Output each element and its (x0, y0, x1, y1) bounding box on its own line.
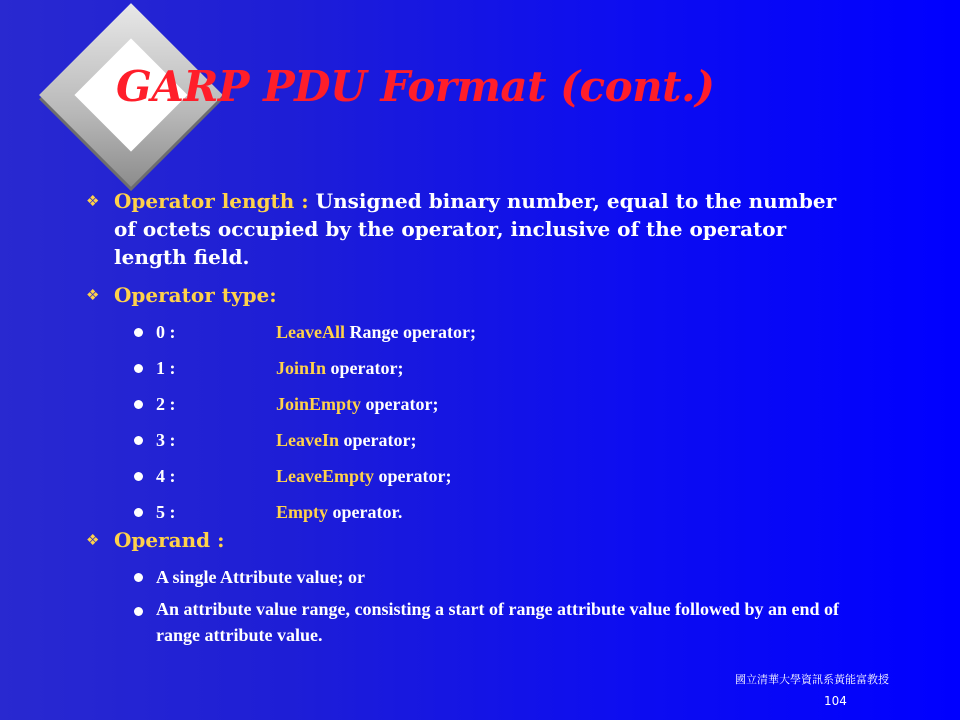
operator-code: 4 : (156, 466, 176, 486)
bullet-operator-length (114, 187, 854, 271)
dot-bullet-icon (134, 607, 143, 616)
operator-desc: operator; (339, 430, 417, 450)
operator-name: LeaveIn (276, 430, 339, 450)
operator-desc: operator; (361, 394, 439, 414)
dot-bullet-icon (134, 436, 143, 445)
dot-bullet-icon (134, 508, 143, 517)
operator-type-item (156, 499, 856, 525)
operator-type-item (156, 355, 856, 381)
operator-desc: operator; (374, 466, 452, 486)
operator-code: 1 : (156, 358, 176, 378)
bullet-text: Unsigned binary number, equal to the number of octets occupied by the operator, inclusive of the operator length field. (114, 189, 837, 269)
slide-title: GARP PDU Format (cont.) (116, 62, 715, 111)
operand-item (156, 564, 856, 590)
footer-organization: 國立清華大學資訊系黃能富教授 (735, 673, 889, 686)
operator-type-item (156, 319, 856, 345)
operator-type-item (156, 427, 856, 453)
operator-code: 3 : (156, 430, 176, 450)
dot-bullet-icon (134, 400, 143, 409)
diamond-bullet-icon: ❖ (86, 286, 100, 304)
operator-type-item (156, 391, 856, 417)
operator-name: JoinIn (276, 358, 327, 378)
dot-bullet-icon (134, 472, 143, 481)
operator-code: 2 : (156, 394, 176, 414)
operator-code: 0 : (156, 322, 176, 342)
operator-name: JoinEmpty (276, 394, 362, 414)
operator-desc: operator. (328, 502, 403, 522)
operator-type-item (156, 463, 856, 489)
bullet-label: Operand : (114, 528, 225, 552)
operator-desc: Range operator; (345, 322, 476, 342)
operator-desc: operator; (326, 358, 404, 378)
page-number: 104 (824, 694, 847, 708)
operator-name: Empty (276, 502, 329, 522)
dot-bullet-icon (134, 573, 143, 582)
operand-item (156, 596, 856, 648)
dot-bullet-icon (134, 328, 143, 337)
operand-text: A single Attribute value; or (156, 567, 365, 587)
bullet-operand (114, 526, 854, 554)
dot-bullet-icon (134, 364, 143, 373)
operator-name: LeaveAll (276, 322, 345, 342)
operand-text: An attribute value range, consisting a start of range attribute value followed by an end of range attribute value. (156, 599, 839, 645)
bullet-label: Operator type: (114, 283, 277, 307)
operator-name: LeaveEmpty (276, 466, 374, 486)
diamond-bullet-icon: ❖ (86, 531, 100, 549)
bullet-label: Operator length : (114, 189, 309, 213)
diamond-bullet-icon: ❖ (86, 192, 100, 210)
bullet-operator-type (114, 281, 854, 309)
operator-code: 5 : (156, 502, 176, 522)
